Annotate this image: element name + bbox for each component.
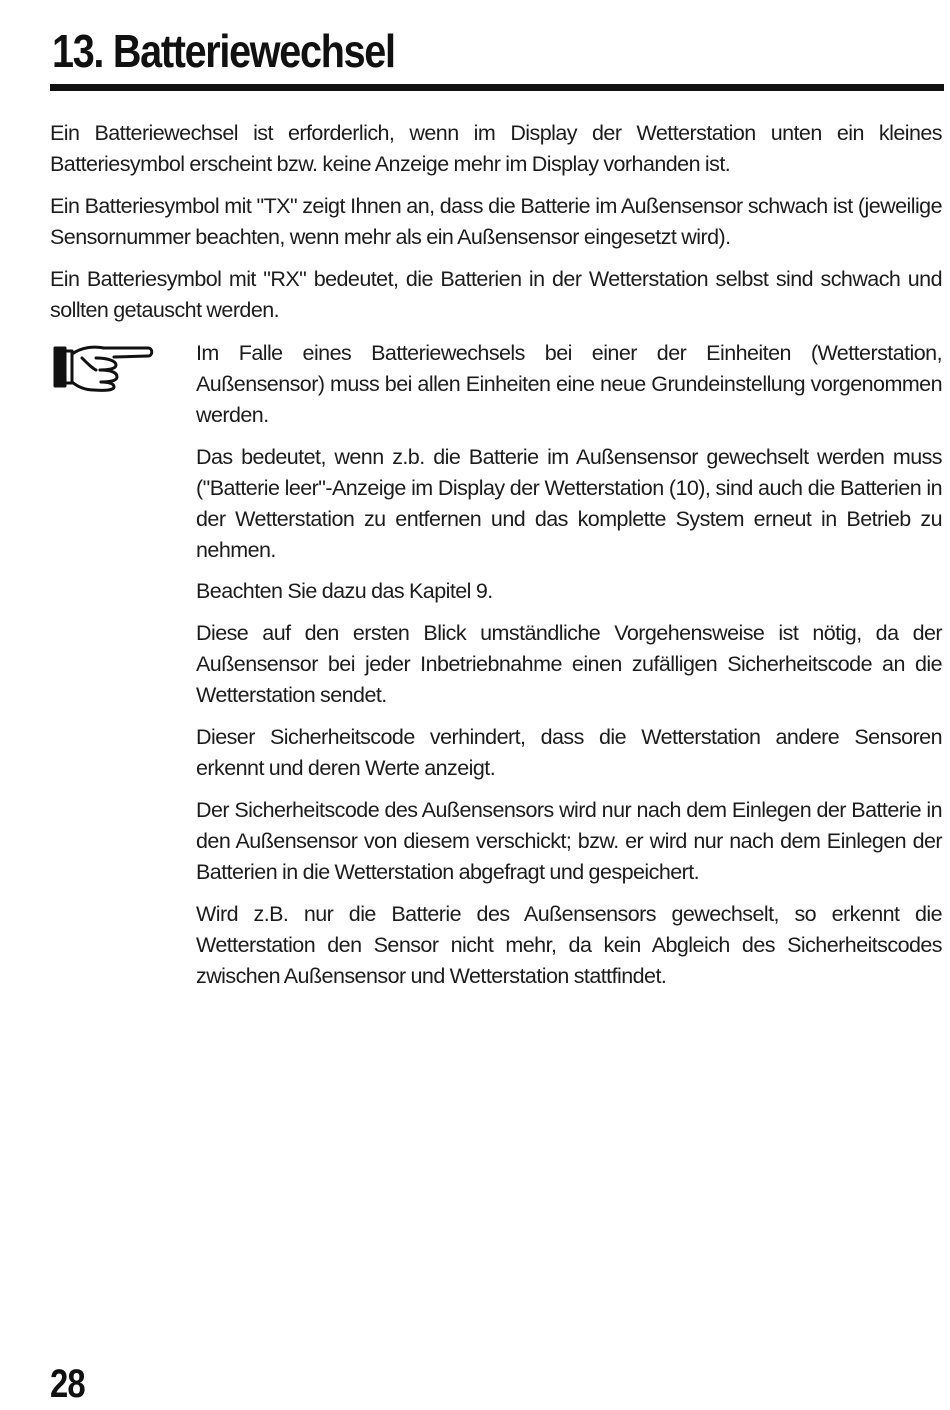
note-paragraph-2: Das bedeutet, wenn z.b. die Batterie im Außensensor gewechselt werden muss ("Batterie leer"-Anzeige im Display der Wetterstation (10), sind auch die Batterien in der Wetterstation zu entfernen und das komplette System erneut in Betrieb zu nehmen. — [196, 445, 942, 562]
note-paragraph-5: Dieser Sicherheitscode verhindert, dass die Wetterstation andere Sensoren erkennt und deren Werte anzeigt. — [196, 725, 942, 780]
intro-paragraph-2: Ein Batteriesymbol mit "TX" zeigt Ihnen an, dass die Batterie im Außensensor schwach ist (jeweilige Sensornummer beachten, wenn mehr als ein Außensensor eingesetzt wird). — [50, 194, 942, 249]
note-paragraph-4: Diese auf den ersten Blick umständliche Vorgehensweise ist nötig, da der Außensensor bei jeder Inbetriebnahme einen zufälligen Sicherheitscode an die Wetterstation sendet. — [196, 621, 942, 707]
note-paragraph-7: Wird z.B. nur die Batterie des Außensensors gewechselt, so erkennt die Wetterstation den Sensor nicht mehr, da kein Abgleich des Sicherheitscodes zwischen Außensensor und Wetterstation stattfindet. — [196, 902, 942, 988]
note-paragraph-1: Im Falle eines Batteriewechsels bei einer der Einheiten (Wetterstation, Außensensor) muss bei allen Einheiten eine neue Grundeinstellung vorgenommen werden. — [196, 341, 942, 427]
note-paragraph-3: Beachten Sie dazu das Kapitel 9. — [196, 579, 493, 603]
note-paragraph-6: Der Sicherheitscode des Außensensors wird nur nach dem Einlegen der Batterie in den Außensensor von diesem verschickt; bzw. er wird nur nach dem Einlegen der Batterien in die Wetterstation abgefragt und gespeichert. — [196, 798, 942, 884]
page-number: 28 — [50, 1362, 85, 1406]
intro-paragraph-3: Ein Batteriesymbol mit "RX" bedeutet, die Batterien in der Wetterstation selbst sind schwach und sollten getauscht werden. — [50, 267, 942, 322]
intro-paragraph-1: Ein Batteriewechsel ist erforderlich, wenn im Display der Wetterstation unten ein kleines Batteriesymbol erscheint bzw. keine Anzeige mehr im Display vorhanden ist. — [50, 121, 942, 176]
section-heading: 13. Batteriewechsel — [52, 25, 395, 77]
pointing-hand-icon — [52, 342, 156, 396]
heading-underline — [50, 84, 944, 91]
